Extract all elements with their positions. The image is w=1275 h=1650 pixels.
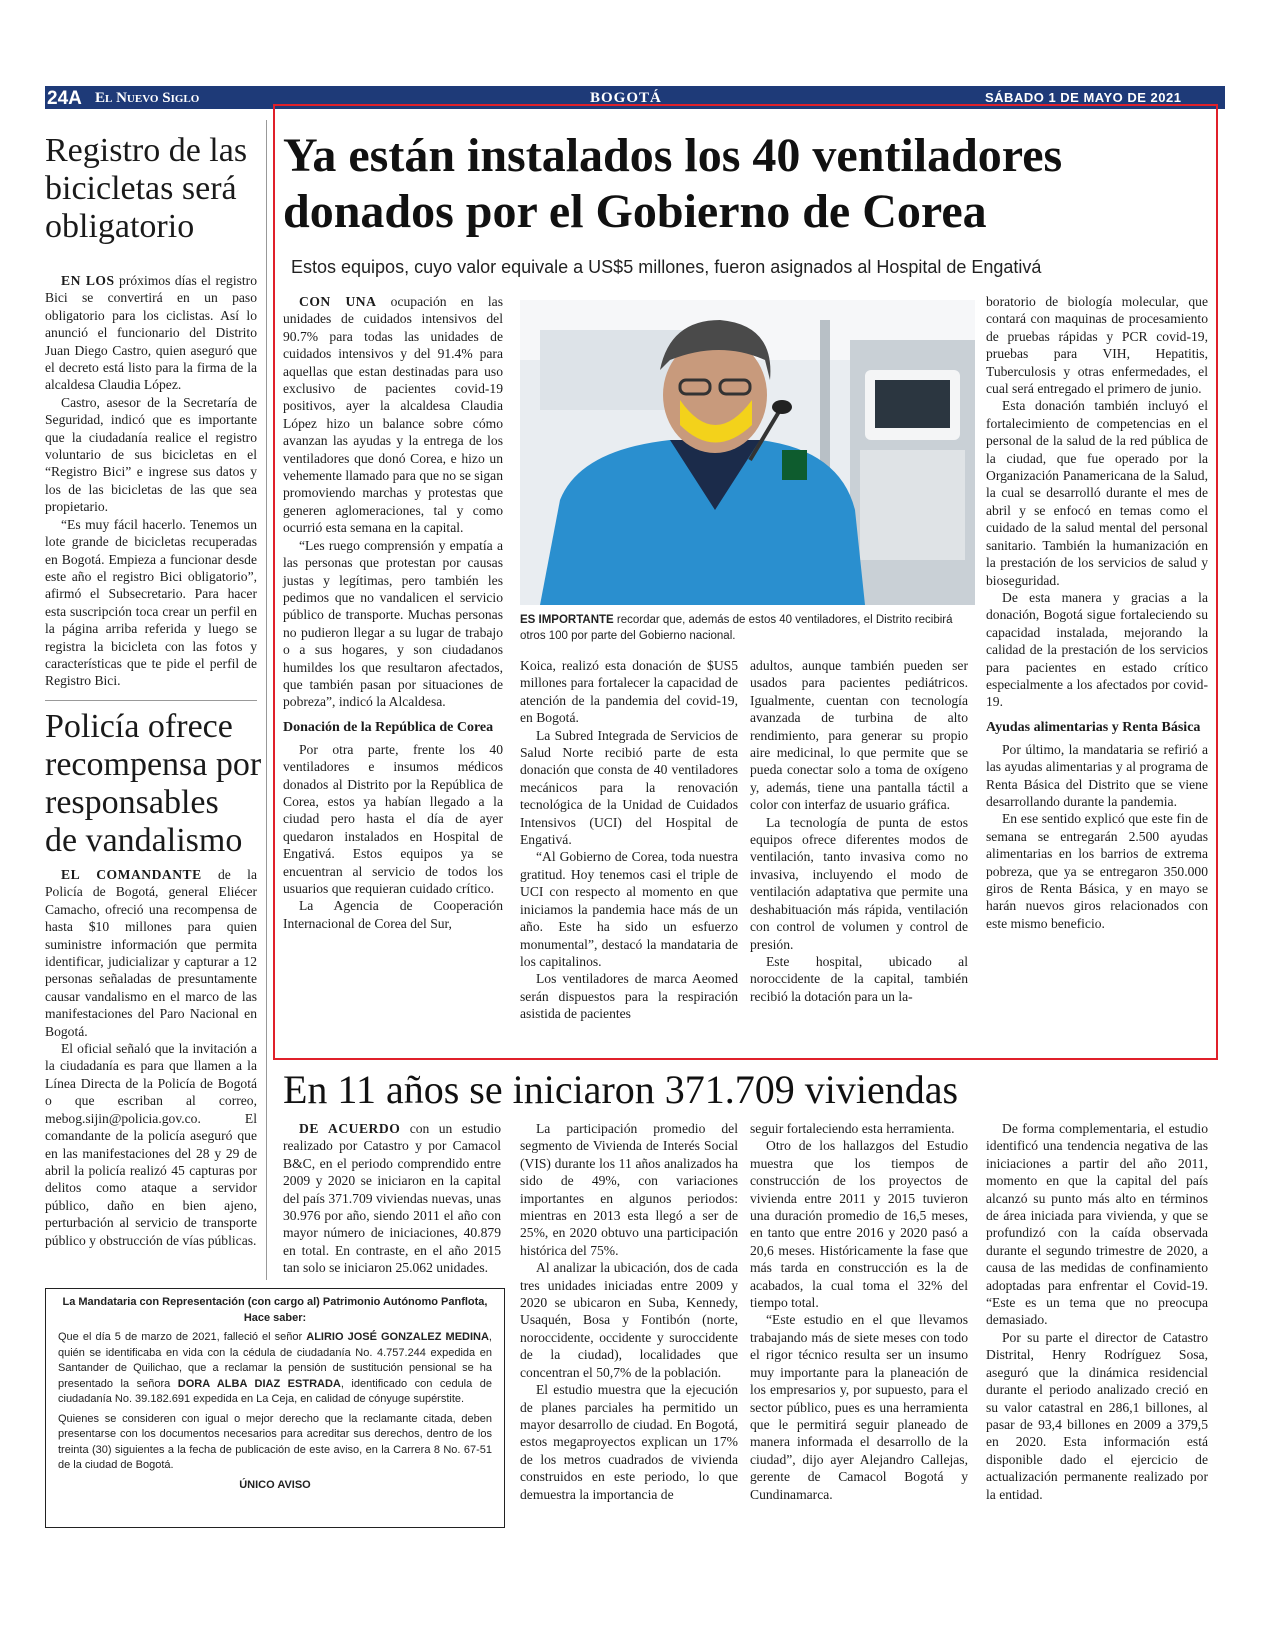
- lead-in: EL COMANDANTE: [61, 867, 202, 882]
- housing-paragraph: Al analizar la ubicación, dos de cada tres unidades iniciadas entre 2009 y 2020 se ubicaron en Suba, Kennedy, Usaquén, Bosa y Fontibón (norte, noroccidente, occidente y suroccidente de la ciudad), localidades que concentran el 50,7% de la población.: [520, 1260, 738, 1380]
- notice-paragraph: [58, 1330, 492, 1408]
- main-paragraph: La Subred Integrada de Servicios de Salud Norte recibió parte de esta donación que consta de 40 ventiladores mecánicos para la renovación tecnológica de la Unidad de Cuidados Intensivos (UCI) del Hospital de Engativá.: [520, 727, 738, 848]
- paragraph-text: ocupación en las unidades de cuidados intensivos del 90.7% para todas las unidades de cuidados intensivos y del 91.4% para aquellas que estan destinadas para uso exclusivo de pacientes covid-19 positivos, ayer la alcaldesa Claudia López hizo un balance sobre cómo avanzan las ayudas y la entrega de los ventiladores que donó Corea, e hizo un vehemente llamado para que no se sigan promoviendo marchas y protestas que generen aglomeraciones, tal y como ocurrió esta semana en la capital.: [283, 294, 503, 536]
- housing-col-4: [986, 1120, 1208, 1503]
- section-subhead: Ayudas alimentarias y Renta Básica: [986, 719, 1201, 735]
- newspaper-name: El Nuevo Siglo: [95, 90, 200, 106]
- notice-name: DORA ALBA DIAZ ESTRADA: [177, 1377, 341, 1390]
- sidebar2-title: [45, 708, 261, 860]
- main-col-3: [750, 657, 968, 1005]
- column-rule: [266, 120, 267, 1280]
- main-paragraph: [283, 293, 503, 537]
- housing-col-3: [750, 1120, 968, 1503]
- caption-text: recordar que, además de estos 40 ventiladores, el Distrito recibirá otros 100 por parte del Gobierno nacional.: [520, 614, 953, 642]
- notice-paragraph: Quienes se consideren con igual o mejor derecho que la reclamante citada, deben presentarse con los documentos necesarios para acreditar sus derechos, dentro de los treinta (30) siguientes a la fecha de publicación de este aviso, en la Carrera 8 No. 67-51 de la ciudad de Bogotá.: [58, 1412, 492, 1471]
- housing-paragraph: “Este estudio en el que llevamos trabajando más de siete meses con todo el rigor técnico resulta ser un insumo muy importante para la planeación de los empresarios y, por supuesto, para el sector público, pues es una herramienta que le permitirá seguir planeado de manera informada el desarrollo de la ciudad”, dijo ayer Alejandro Callejas, gerente de Camacol Bogotá y Cundinamarca.: [750, 1312, 968, 1502]
- main-subheadline: Estos equipos, cuyo valor equivale a US$5 millones, fueron asignados al Hospital de Engativá: [291, 257, 1042, 277]
- housing-paragraph: El estudio muestra que la ejecución de planes parciales ha permitido un mayor desarrollo de ciudad. En Bogotá, estos megaproyectos explican un 17% de los metros cuadrados de vivienda construidos en este periodo, lo que demuestra la importancia de: [520, 1382, 738, 1502]
- main-col-1: [283, 293, 503, 932]
- speaker-photo: [520, 300, 975, 605]
- caption-lead: ES IMPORTANTE: [520, 614, 614, 626]
- paragraph-text: próximos días el registro Bici se convertirá en un paso obligatorio para los ciclistas. Así lo anunció el funcionario del Distrito Juan Diego Castro, quien aseguró que el decreto está listo para la firma de la alcaldesa Claudia López.: [45, 273, 258, 393]
- main-paragraph: La tecnología de punta de estos equipos ofrece diferentes modos de ventilación, tanto invasiva como no invasiva, incluyendo el modo de ventilación adaptativa que permite una deshabituación más rápida, ventilación con control de volumen y control de presión.: [750, 814, 968, 952]
- sidebar2-title-line: de vandalismo: [45, 822, 243, 859]
- notice-name: ALIRIO JOSÉ GONZALEZ MEDINA: [306, 1331, 489, 1343]
- main-paragraph: Esta donación también incluyó el fortalecimiento de competencias en el personal de la salud de la red pública de la ciudad, que fue operado por la Organización Panamericana de la Salud, la cual se desarrolló durante el mes de abril y se enfocó en temas como el cuidado de la salud mental del personal sanitario. También la humanización en la prestación de los servicios de salud y bioseguridad.: [986, 398, 1208, 588]
- main-paragraph: “Les ruego comprensión y empatía a las personas que protestan por causas justas y legítimas, pero también les pedimos que no vandalicen el servicio público de transporte. Muchas personas no pudieron llegar a su lugar de trabajo o a sus hogares, y son ciudadanos humildes los que resultaron afectados, que también pasan por situaciones de pobreza”, indicó la Alcaldesa.: [283, 537, 503, 710]
- sidebar2-title-line: responsables: [45, 784, 219, 821]
- main-paragraph: En ese sentido explicó que este fin de semana se entregarán 2.500 ayudas alimentarias en los barrios de extrema pobreza, que ya se entregaron 350.000 giros de Renta Básica, y en mayo se harán nuevos giros relacionados con este mismo beneficio.: [986, 811, 1208, 931]
- section-name: BOGOTÁ: [590, 90, 662, 106]
- main-paragraph: Los ventiladores de marca Aeomed serán dispuestos para la respiración asistida de pacientes: [520, 971, 738, 1022]
- sidebar1-title-line: Registro de las: [45, 132, 248, 169]
- sidebar2-title-line: Policía ofrece: [45, 708, 233, 745]
- sidebar1-body: [45, 272, 257, 690]
- section-subhead: Donación de la República de Corea: [283, 719, 494, 735]
- notice-text: Que el día 5 de marzo de 2021, falleció el señor: [58, 1331, 307, 1343]
- main-col-4: [986, 293, 1208, 932]
- page-number: 24A: [47, 88, 82, 109]
- housing-paragraph: Otro de los hallazgos del Estudio muestra que los tiempos de construcción de los proyectos de vivienda entre 2011 y 2015 tuvieron una duración promedio de 16,5 meses, en tanto que entre 2016 y 2020 pasó a 20,6 meses. Históricamente la fase que más tarda en construcción es la de acabados, la cual toma el 32% del tiempo total.: [750, 1138, 968, 1311]
- housing-headline: En 11 años se iniciaron 371.709 viviendas: [283, 1067, 959, 1112]
- main-headline-line: donados por el Gobierno de Corea: [283, 185, 987, 238]
- lead-in: CON UNA: [299, 294, 377, 309]
- main-paragraph: “Al Gobierno de Corea, toda nuestra gratitud. Hoy tenemos casi el triple de UCI con respecto al momento en que iniciamos la pandemia hace más de un año. Este ha sido un esfuerzo monumental”, destacó la mandataria de los capitalinos.: [520, 849, 738, 969]
- sidebar1-paragraph: [45, 272, 257, 394]
- housing-paragraph: De forma complementaria, el estudio identificó una tendencia negativa de las iniciaciones a partir del año 2011, momento en que la capital del país alcanzó su punto más alto en términos de área iniciada para vivienda, y que se profundizó con la caída observada durante el segundo trimestre de 2020, a causa de las medidas de confinamiento adoptadas para enfrentar el Covid-19. “Este es un tema que no preocupa demasiado.: [986, 1121, 1208, 1328]
- lead-in: EN LOS: [61, 273, 115, 288]
- main-paragraph: adultos, aunque también pueden ser usados para pacientes pediátricos. Igualmente, cuentan con tecnología avanzada de turbina de alto rendimiento, para generar su propio aire medicinal, lo que permite que se pueda conectar solo a toma de oxígeno y, además, tiene una pantalla táctil a color con interfaz de usuario gráfica.: [750, 658, 968, 813]
- main-paragraph: La Agencia de Cooperación Internacional de Corea del Sur,: [283, 898, 503, 931]
- sidebar2-body: [45, 866, 257, 1249]
- notice-heading: La Mandataria con Representación (con cargo al) Patrimonio Autónomo Panflota,: [62, 1296, 488, 1308]
- main-paragraph: Por otra parte, frente los 40 ventiladores e insumos médicos donados al Distrito por la República de Corea, estos ya habían llegado a la ciudad pero hasta el día de ayer quedaron instalados en Hospital de Engativá. Estos equipos ya se encuentran al servicio de todos los usuarios que requieran cuidado crítico.: [283, 741, 503, 896]
- housing-paragraph: Por su parte el director de Catastro Distrital, Henry Rodríguez Sosa, aseguró que la dinámica residencial durante el periodo analizado creció en su valor catastral en 286,1 billones, al pasar de 93,4 billones en 2009 a 379,5 en 2020. Esta información está disponible dado el ejercicio de actualización permanente realizado por la entidad.: [986, 1329, 1208, 1502]
- issue-date: SÁBADO 1 DE MAYO DE 2021: [985, 90, 1182, 105]
- notice-heading: Hace saber:: [243, 1311, 307, 1324]
- main-paragraph: Koica, realizó esta donación de $US5 millones para fortalecer la capacidad de atención de la pandemia del covid-19, en Bogotá.: [520, 658, 738, 726]
- sidebar1-title-line: bicicletas será: [45, 170, 237, 207]
- main-paragraph: boratorio de biología molecular, que contará con maquinas de procesamiento de pruebas rápidas y PCR covid-19, pruebas para VIH, Hepatitis, Tuberculosis y otras enfermedades, el cual será entregado el primero de junio.: [986, 294, 1208, 397]
- sidebar1-title-line: obligatorio: [45, 208, 195, 245]
- housing-paragraph: seguir fortaleciendo esta herramienta.: [750, 1121, 955, 1136]
- notice-footer: ÚNICO AVISO: [239, 1478, 311, 1491]
- sidebar1-paragraph: Castro, asesor de la Secretaría de Seguridad, indicó que es importante que la ciudadanía realice el registro voluntario de sus bicicletas en el “Registro Bici” e ingrese sus datos y los de las bicicletas de las que sea propietario.: [45, 394, 257, 515]
- housing-col-1: [283, 1120, 501, 1277]
- main-headline: [283, 128, 1213, 240]
- main-paragraph: Este hospital, ubicado al noroccidente de la capital, también recibió la dotación para un la-: [750, 953, 968, 1004]
- photo-caption: [520, 612, 975, 644]
- notice-text: , identificado con cedula de ciudadanía No. 39.182.691 expedida en La Ceja, en calidad de cónyuge supérstite.: [58, 1377, 492, 1405]
- main-col-2: [520, 657, 738, 1023]
- main-paragraph: Por último, la mandataria se refirió a las ayudas alimentarias y al programa de Renta Básica del Distrito que se viene desarrollando durante la pandemia.: [986, 741, 1208, 809]
- housing-paragraph: La participación promedio del segmento de Vivienda de Interés Social (VIS) durante los 11 años analizados ha sido de 49%, con variaciones importantes en algunos periodos: mientras en 2013 esta llegó a ser de 25%, en 2020 obtuvo una participación histórica del 75%.: [520, 1121, 738, 1258]
- sidebar2-paragraph: El oficial señaló que la invitación a la ciudadanía es para que llamen a la Línea Directa de la Policía de Bogotá o que escriban al correo, mebog.sijin@policia.gov.co. El comandante de la policía aseguró que en las manifestaciones del 28 y 29 de abril la policía realizó 45 capturas por delitos como ataque a servidor público, daño en bien ajeno, perturbación al servicio de transporte público y obstrucción de vías públicas.: [45, 1041, 257, 1248]
- paragraph-text: de la Policía de Bogotá, general Eliécer Camacho, ofreció una recompensa de hasta $10 millones para quien suministre información que permita identificar, judicializar y capturar a 12 personas señaladas de presuntamente causar vandalismo en el marco de las manifestaciones del Paro Nacional en Bogotá.: [45, 867, 257, 1039]
- sidebar1-paragraph: “Es muy fácil hacerlo. Tenemos un lote grande de bicicletas recuperadas en Bogotá. Empieza a funcionar desde este año el registro Bici obligatorio”, afirmó el Subsecretario. Para hacer esta suscripción toca crear un perfil en la página arriba referida y luego se registra la bicicleta con las fotos y características que te pide el perfil de Registro Bici.: [45, 516, 257, 689]
- main-paragraph: De esta manera y gracias a la donación, Bogotá sigue fortaleciendo su capacidad instalada, mejorando la calidad de la prestación de los servicios para pacientes en estado crítico especialmente a los afectados por covid-19.: [986, 589, 1208, 710]
- divider: [45, 700, 257, 701]
- housing-paragraph: [283, 1120, 501, 1277]
- housing-col-2: [520, 1120, 738, 1503]
- sidebar2-paragraph: [45, 866, 257, 1040]
- legal-notice: [45, 1288, 505, 1528]
- paragraph-text: con un estudio realizado por Catastro y por Camacol B&C, en el periodo comprendido entre 2009 y 2020 se iniciaron en la capital del país 371.709 viviendas nuevas, unas 30.976 por año, siendo 2011 el año con mayor número de iniciaciones, 40.879 en total. En contraste, en el año 2015 tan solo se iniciaron 25.062 unidades.: [283, 1121, 502, 1276]
- sidebar1-title: [45, 132, 247, 246]
- notice-text: , quién se identificaba en vida con la cédula de ciudadanía No. 4.757.244 expedida en Santander de Quilichao, que a reclamar la pensión de sustitución pensional se ha presentado la señora: [58, 1331, 492, 1390]
- sidebar2-title-line: recompensa por: [45, 746, 262, 783]
- lead-in: DE ACUERDO: [299, 1121, 401, 1136]
- main-headline-line: Ya están instalados los 40 ventiladores: [283, 129, 1063, 182]
